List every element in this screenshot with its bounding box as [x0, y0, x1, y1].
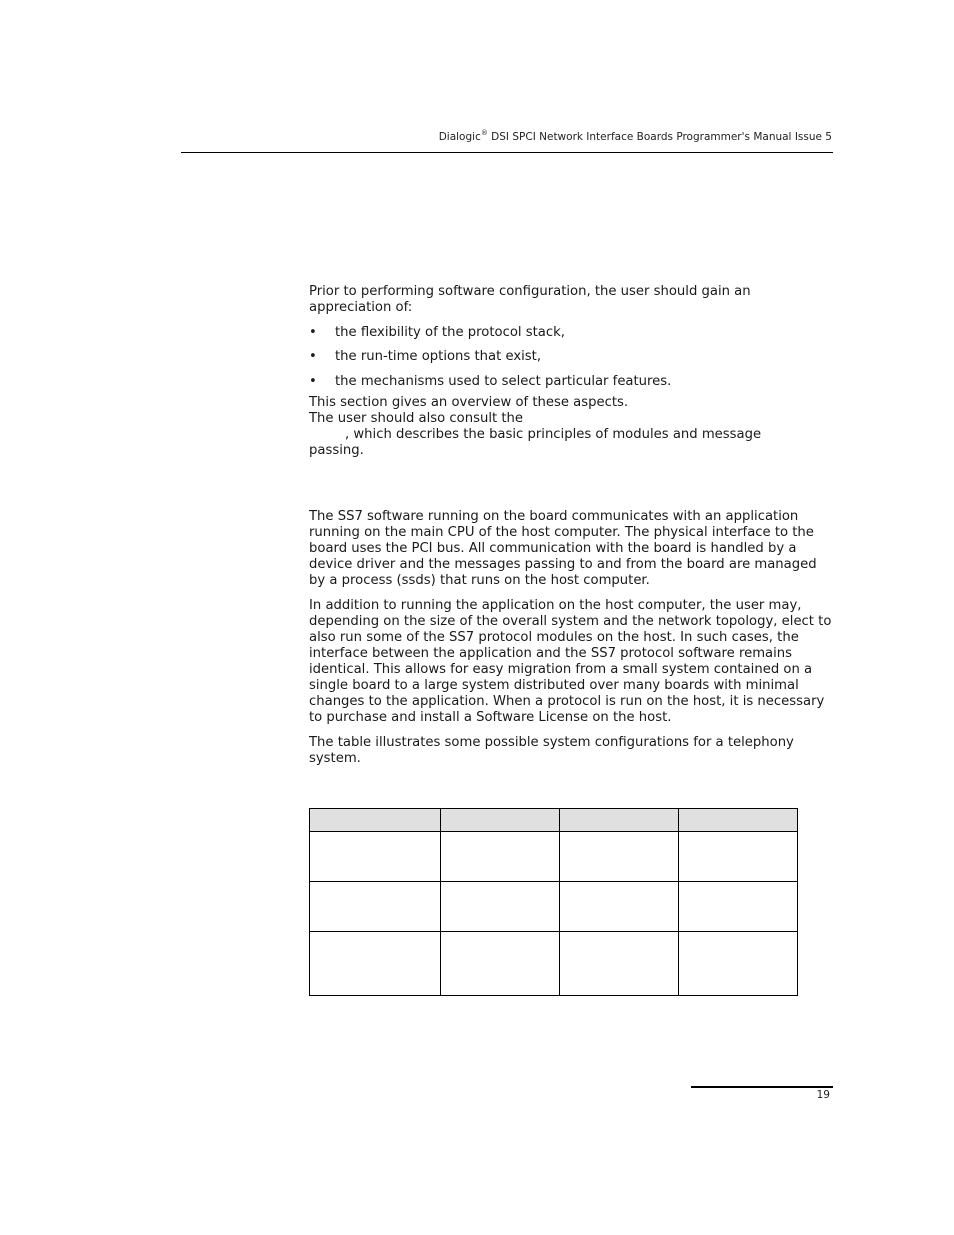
footer-rule: [691, 1086, 833, 1088]
bullet-glyph: •: [309, 325, 317, 340]
table-cell: [679, 882, 798, 932]
table-cell: [441, 832, 560, 882]
table-cell: [679, 932, 798, 996]
body-paragraph-1: The SS7 software running on the board communicates with an application running on the main CPU of the host computer. The physical interface to the board uses the PCI bus. All communication with the board is handled by a device driver and the messages passing to and from the board are managed by a process (ssds) that runs on the host computer.: [309, 509, 817, 588]
table-row: [310, 882, 798, 932]
consult-line-3: passing.: [309, 443, 364, 458]
body-paragraph-3: The table illustrates some possible system configurations for a telephony system.: [309, 735, 794, 766]
bullet-glyph: •: [309, 374, 317, 389]
table-cell: [310, 882, 441, 932]
table-cell: [441, 932, 560, 996]
table-header-cell: [441, 809, 560, 832]
table-cell: [441, 882, 560, 932]
header-rule: [181, 152, 833, 153]
body-paragraph-2: In addition to running the application on the host computer, the user may, depending on the size of the overall system and the network topology, elect to also run some of the SS7 protocol modules on the host. In such cases, the interface between the application and the SS7 protocol software remains identical. This allows for easy migration from a small system contained on a single board to a large system distributed over many boards with minimal changes to the application. When a protocol is run on the host, it is necessary to purchase and install a Software License on the host.: [309, 598, 832, 725]
registered-mark: ®: [480, 129, 488, 137]
running-header: [439, 131, 832, 143]
table-header-cell: [310, 809, 441, 832]
table-row: [310, 932, 798, 996]
overview-sentence: This section gives an overview of these aspects.: [309, 395, 629, 410]
header-brand: Dialogic: [438, 131, 481, 143]
bullet-text: the mechanisms used to select particular features.: [335, 374, 672, 389]
table-header-cell: [679, 809, 798, 832]
bullet-text: the flexibility of the protocol stack,: [335, 325, 565, 340]
header-title-rest: DSI SPCI Network Interface Boards Programmer's Manual Issue 5: [487, 131, 832, 143]
consult-line-2: , which describes the basic principles of modules and message: [345, 427, 762, 442]
configuration-table: [309, 808, 798, 996]
page-number: 19: [816, 1089, 830, 1101]
table-row: [310, 832, 798, 882]
consult-line-1: The user should also consult the: [309, 411, 524, 426]
table-cell: [560, 882, 679, 932]
table-cell: [310, 832, 441, 882]
table-cell: [560, 832, 679, 882]
table-header-row: [310, 809, 798, 832]
bullet-text: the run-time options that exist,: [335, 349, 542, 364]
table-cell: [310, 932, 441, 996]
bullet-glyph: •: [309, 349, 317, 364]
table-cell: [560, 932, 679, 996]
table-cell: [679, 832, 798, 882]
table-header-cell: [560, 809, 679, 832]
intro-paragraph: Prior to performing software configuration, the user should gain an appreciation of:: [309, 284, 751, 315]
